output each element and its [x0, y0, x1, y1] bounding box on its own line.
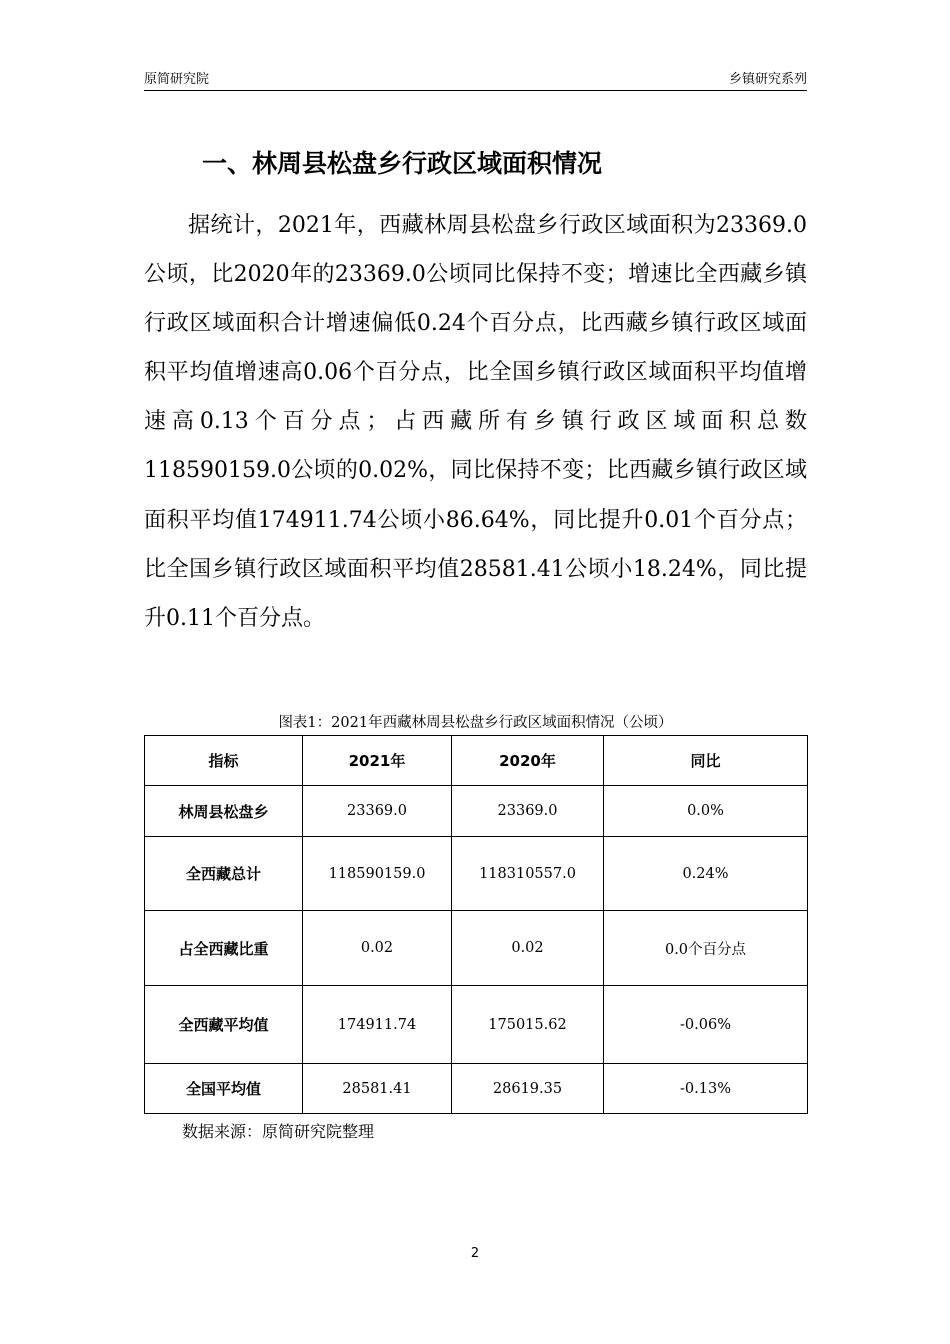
header-cell-2020: 2020年 — [452, 736, 604, 786]
cell-2020: 175015.62 — [452, 986, 604, 1064]
row-label: 占全西藏比重 — [145, 911, 303, 986]
body-paragraph: 据统计，2021年，西藏林周县松盘乡行政区域面积为23369.0公顷，比2020年的23369.0公顷同比保持不变；增速比全西藏乡镇行政区域面积合计增速偏低0.24个百分点，比西藏乡镇行政区域面积平均值增速高0.06个百分点，比全国乡镇行政区域面积平均值增速高0.13个百分点；占西藏所有乡镇行政区域面积总数118590159.0公顷的0.02%，同比保持不变；比西藏乡镇行政区域面积平均值174911.74公顷小86.64%，同比提升0.01个百分点；比全国乡镇行政区域面积平均值28581.41公顷小18.24%，同比提升0.11个百分点。 — [144, 213, 807, 631]
table-caption: 图表1：2021年西藏林周县松盘乡行政区域面积情况（公顷） — [278, 715, 673, 731]
table-row — [145, 986, 808, 1064]
header-series-name: 乡镇研究系列 — [728, 72, 807, 87]
data-source-note: 数据来源：原简研究院整理 — [182, 1122, 375, 1141]
table-row — [145, 837, 808, 911]
cell-yoy: 0.0% — [604, 786, 808, 837]
header-org-name: 原简研究院 — [144, 72, 210, 87]
row-label: 全西藏平均值 — [145, 986, 303, 1064]
cell-2020: 0.02 — [452, 911, 604, 986]
cell-2021: 23369.0 — [303, 786, 452, 837]
cell-2021: 174911.74 — [303, 986, 452, 1064]
page-number: 2 — [470, 1246, 480, 1261]
area-table — [144, 735, 808, 1114]
cell-yoy: -0.13% — [604, 1064, 808, 1114]
row-label: 全国平均值 — [145, 1064, 303, 1114]
header-cell-2021: 2021年 — [303, 736, 452, 786]
table-header-row — [145, 736, 808, 786]
row-label: 林周县松盘乡 — [145, 786, 303, 837]
header-cell-yoy: 同比 — [604, 736, 808, 786]
page-header — [144, 62, 807, 91]
table-row — [145, 911, 808, 986]
cell-2020: 23369.0 — [452, 786, 604, 837]
cell-2020: 118310557.0 — [452, 837, 604, 911]
cell-2021: 28581.41 — [303, 1064, 452, 1114]
row-label: 全西藏总计 — [145, 837, 303, 911]
cell-yoy: 0.0个百分点 — [604, 911, 808, 986]
table-row — [145, 786, 808, 837]
cell-2020: 28619.35 — [452, 1064, 604, 1114]
table-row — [145, 1064, 808, 1114]
section-title: 一、林周县松盘乡行政区域面积情况 — [202, 149, 603, 178]
cell-yoy: 0.24% — [604, 837, 808, 911]
cell-2021: 0.02 — [303, 911, 452, 986]
header-cell-indicator: 指标 — [145, 736, 303, 786]
cell-yoy: -0.06% — [604, 986, 808, 1064]
cell-2021: 118590159.0 — [303, 837, 452, 911]
